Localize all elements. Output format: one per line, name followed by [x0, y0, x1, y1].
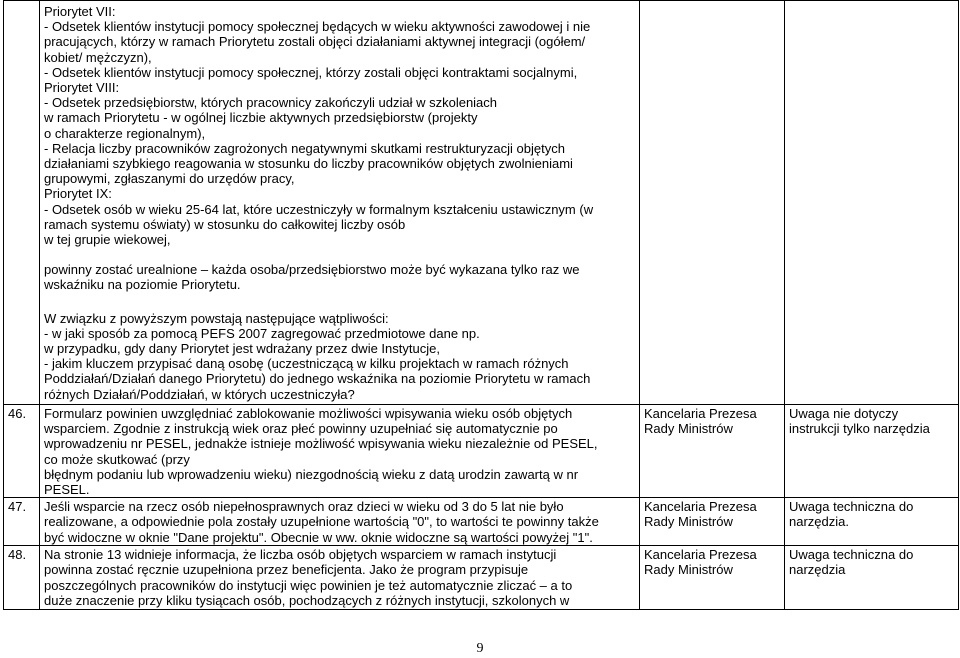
comment-cell: [40, 1, 640, 405]
comment-cell: [40, 405, 640, 498]
text-line: co może skutkować (przy: [44, 451, 190, 467]
text-line: kobiet/ mężczyzn),: [44, 49, 152, 65]
comment-cell: [40, 498, 640, 546]
text-line: pracujących, którzy w ramach Priorytetu zostali objęci działaniami aktywnej integracji (ogółem/: [44, 34, 586, 50]
text-line: w tej grupie wiekowej,: [44, 232, 171, 248]
text-line: grupowymi, zgłaszanymi do urzędów pracy,: [44, 171, 295, 187]
source-line: Rady Ministrów: [644, 562, 733, 578]
row-number-cell: [4, 1, 40, 405]
text-line: powinny zostać urealnione – każda osoba/przedsiębiorstwo może być wykazana tylko raz we: [44, 262, 580, 278]
text-line: Priorytet VII:: [44, 4, 116, 19]
row-number: 46.: [8, 406, 27, 421]
note-cell: [785, 498, 959, 546]
source-line: Rady Ministrów: [644, 421, 733, 437]
text-line: - Odsetek klientów instytucji pomocy społecznej będących w wieku aktywności zawodowej i nie: [44, 19, 591, 35]
source-line: Kancelaria Prezesa: [644, 499, 757, 515]
table-row: [4, 546, 959, 610]
source-line: Rady Ministrów: [644, 514, 733, 530]
source-cell: [640, 546, 785, 610]
note-cell: [785, 1, 959, 405]
text-line: Jeśli wsparcie na rzecz osób niepełnosprawnych oraz dzieci w wieku od 3 do 5 lat nie było: [44, 499, 564, 515]
note-cell: [785, 405, 959, 498]
text-line: - jakim kluczem przypisać daną osobę (uczestniczącą w kilku projektach w ramach różnych: [44, 356, 569, 372]
source-line: Kancelaria Prezesa: [644, 547, 757, 563]
text-line: PESEL.: [44, 482, 90, 498]
text-line: powinna zostać ręcznie uzupełniona przez beneficjenta. Jako że program przypisuje: [44, 562, 529, 578]
table-row-continued: [4, 1, 959, 405]
row-number: 47.: [8, 499, 27, 515]
row-number: 48.: [8, 547, 27, 563]
note-line: instrukcji tylko narzędzia: [789, 421, 930, 437]
text-line: Priorytet VIII:: [44, 80, 120, 96]
page-number: 9: [476, 641, 484, 656]
source-cell: [640, 1, 785, 405]
note-cell: [785, 546, 959, 610]
source-cell: [640, 498, 785, 546]
text-line: wsparciem. Zgodnie z instrukcją wiek oraz płeć powinny uzupełniać się automatycznie po: [44, 421, 558, 437]
note-line: Uwaga nie dotyczy: [789, 406, 899, 421]
text-line: o charakterze regionalnym),: [44, 125, 206, 141]
text-line: poszczególnych pracowników do instytucji więc powinien je też automatycznie zliczać – a to: [44, 577, 573, 593]
note-line: Uwaga techniczna do: [789, 547, 914, 563]
text-line: - Odsetek klientów instytucji pomocy społecznej, którzy zostali objęci kontraktami socjalnymi,: [44, 64, 578, 80]
text-line: ramach systemu oświaty) w stosunku do całkowitej liczby osób: [44, 216, 406, 232]
text-line: być widoczne w oknie "Dane projektu". Obecnie w ww. oknie widoczne są wartości powyżej "1".: [44, 529, 593, 545]
text-line: wskaźniku na poziomie Priorytetu.: [44, 277, 241, 293]
note-line: narzędzia.: [789, 514, 849, 530]
row-number-cell: [4, 546, 40, 610]
table-row: [4, 405, 959, 498]
text-line: Formularz powinien uwzględniać zablokowanie możliwości wpisywania wieku osób objętych: [44, 406, 573, 421]
source-cell: [640, 405, 785, 498]
text-line: - Odsetek przedsiębiorstw, których pracownicy zakończyli udział w szkoleniach: [44, 95, 498, 111]
text-line: Priorytet IX:: [44, 186, 112, 202]
comment-cell: [40, 546, 640, 610]
comments-table: [3, 0, 959, 610]
text-line: - Relacja liczby pracowników zagrożonych negatywnymi skutkami restrukturyzacji objętych: [44, 140, 565, 156]
source-line: Kancelaria Prezesa: [644, 406, 757, 421]
row-number-cell: [4, 498, 40, 546]
text-line: Na stronie 13 widnieje informacja, że liczba osób objętych wsparciem w ramach instytucji: [44, 547, 557, 563]
text-line: błędnym podaniu lub wprowadzeniu wieku) niezgodnością wieku z datą urodzin zawartą w nr: [44, 466, 579, 482]
text-line: różnych Działań/Poddziałań, w których uczestniczyła?: [44, 386, 355, 402]
text-line: w przypadku, gdy dany Priorytet jest wdrażany przez dwie Instytucje,: [44, 341, 440, 357]
note-line: narzędzia: [789, 562, 846, 578]
text-line: w ramach Priorytetu - w ogólnej liczbie aktywnych przedsiębiorstw (projekty: [44, 110, 478, 126]
text-line: W związku z powyższym powstają następujące wątpliwości:: [44, 310, 389, 326]
text-line: duże znaczenie przy kliku tysiącach osób, pochodzących z różnych instytucji, szkolonych w: [44, 592, 570, 608]
text-line: - Odsetek osób w wieku 25-64 lat, które uczestniczyły w formalnym kształceniu ustawicznym (w: [44, 201, 594, 217]
table-row: [4, 498, 959, 546]
text-line: Poddziałań/Działań danego Priorytetu) do jednego wskaźnika na poziomie Priorytetu w ramach: [44, 371, 591, 387]
text-line: działaniami szybkiego reagowania w stosunku do liczby pracowników objętych zwolnieniami: [44, 156, 573, 172]
text-line: - w jaki sposób za pomocą PEFS 2007 zagregować przedmiotowe dane np.: [44, 325, 480, 341]
text-line: wprowadzeniu nr PESEL, jednakże istnieje możliwość wpisywania wieku niezależnie od PESEL,: [44, 436, 598, 452]
row-number-cell: [4, 405, 40, 498]
note-line: Uwaga techniczna do: [789, 499, 914, 515]
text-line: realizowane, a odpowiednie pola zostały uzupełnione wartością "0", to wartości te powinny także: [44, 514, 599, 530]
